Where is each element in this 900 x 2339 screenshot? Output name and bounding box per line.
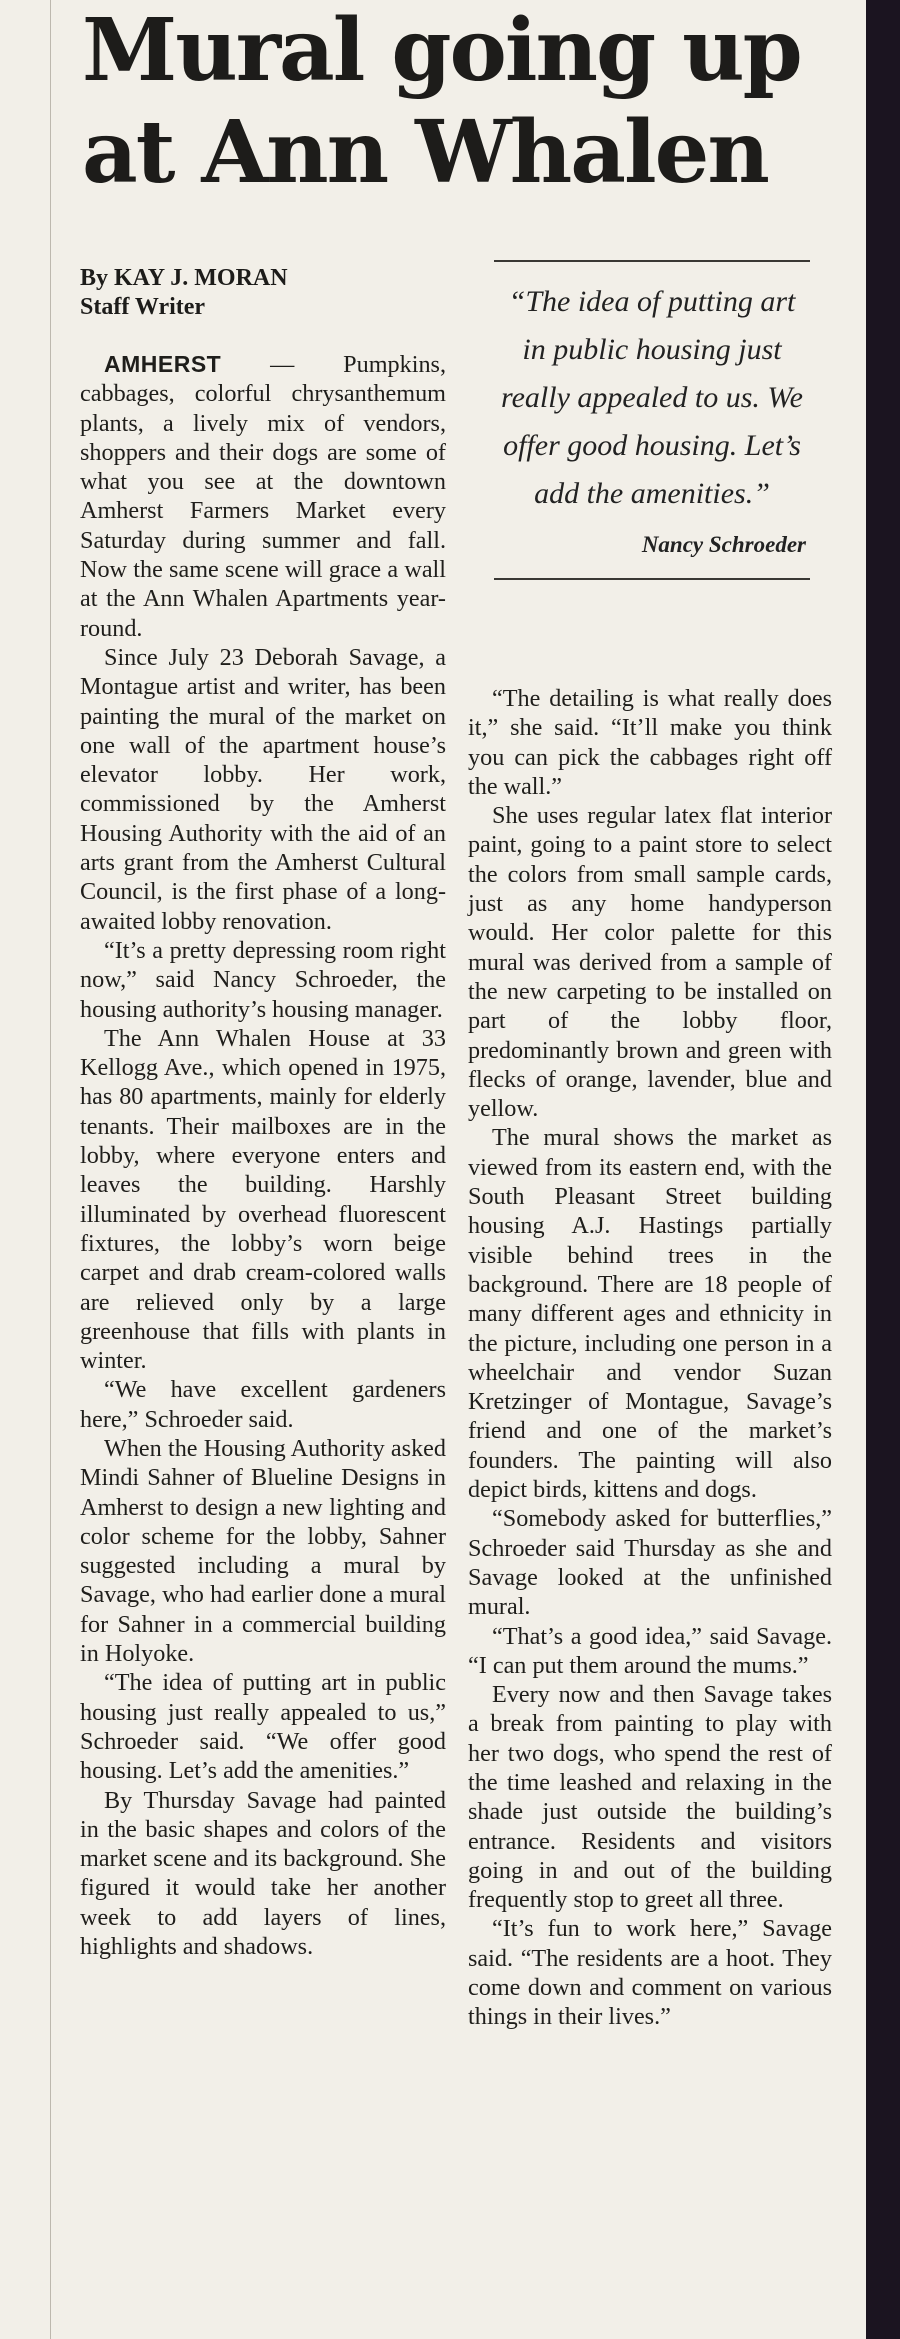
article-column-left: [80, 350, 446, 1961]
byline: [80, 264, 288, 322]
article-paragraph: “Somebody asked for butterflies,” Schroeder said Thursday as she and Savage looked at the unfinished mural.: [468, 1505, 832, 1621]
pull-quote-text: “The idea of putting art in public housing just really appealed to us. We offer good housing. Let’s add the amenities.”: [501, 285, 803, 510]
article-paragraph: The mural shows the market as viewed from its eastern end, with the South Pleasant Street building housing A.J. Hastings partially visible behind trees in the background. There are 18 people of many different ages and ethnicity in the picture, including one person in a wheelchair and vendor Suzan Kretzinger of Montague, Savage’s friend and one of the market’s founders. The painting will also depict birds, kittens and dogs.: [468, 1124, 832, 1504]
headline-line-2: at Ann Whalen: [82, 102, 768, 203]
article-paragraph: “It’s fun to work here,” Savage said. “The residents are a hoot. They come down and comment on various things in their lives.”: [468, 1915, 832, 2031]
paragraph-text: — Pumpkins, cabbages, colorful chrysanthemum plants, a lively mix of vendors, shoppers and their dogs are some of what you see at the downtown Amherst Farmers Market every Saturday during summer and fall. Now the same scene will grace a wall at the Ann Whalen Apartments year-round.: [80, 351, 446, 642]
article-paragraph: The Ann Whalen House at 33 Kellogg Ave., which opened in 1975, has 80 apartments, mainly for elderly tenants. Their mailboxes are in the lobby, where everyone enters and leaves the building. Harshly illuminated by overhead fluorescent fixtures, the lobby’s worn beige carpet and drab cream-colored walls are relieved only by a large greenhouse that fills with plants in winter.: [80, 1024, 446, 1375]
article-paragraph: “It’s a pretty depressing room right now,” said Nancy Schroeder, the housing authority’s housing manager.: [80, 936, 446, 1023]
article-paragraph: “We have excellent gardeners here,” Schroeder said.: [80, 1376, 446, 1433]
article-paragraph: She uses regular latex flat interior paint, going to a paint store to select the colors from small sample cards, just as any home handyperson would. Her color palette for this mural was derived from a sample of the new carpeting to be installed on part of the lobby floor, predominantly brown and green with flecks of orange, lavender, blue and yellow.: [468, 802, 832, 1123]
article-paragraph: [80, 350, 446, 643]
article-paragraph: “The detailing is what really does it,” she said. “It’ll make you think you can pick the cabbages right off the wall.”: [468, 685, 832, 800]
article-paragraph: By Thursday Savage had painted in the basic shapes and colors of the market scene and its background. She figured it would take her another week to add layers of lines, highlights and shadows.: [80, 1786, 446, 1961]
pull-quote-attribution: Nancy Schroeder: [641, 532, 806, 557]
byline-author: By KAY J. MORAN: [80, 265, 288, 291]
pull-quote: [494, 260, 810, 580]
headline: [82, 0, 862, 204]
dateline: AMHERST: [104, 351, 222, 377]
headline-line-1: Mural going up: [82, 0, 801, 101]
article-paragraph: Since July 23 Deborah Savage, a Montague artist and writer, has been painting the mural of the market on one wall of the apartment house’s elevator lobby. Her work, commissioned by the Amherst Housing Authority with the aid of an arts grant from the Amherst Cultural Council, is the first phase of a long-awaited lobby renovation.: [80, 643, 446, 935]
article-paragraph: When the Housing Authority asked Mindi Sahner of Blueline Designs in Amherst to design a new lighting and color scheme for the lobby, Sahner suggested including a mural by Savage, who had earlier done a mural for Sahner in a commercial building in Holyoke.: [80, 1434, 446, 1668]
clipping-edge: [50, 0, 51, 2339]
article-paragraph: Every now and then Savage takes a break from painting to play with her two dogs, who spend the rest of the time leashed and relaxing in the shade just outside the building’s entrance. Residents and visitors going in and out of the building frequently stop to greet all three.: [468, 1681, 832, 1914]
article-column-right: [468, 684, 832, 2032]
byline-role: Staff Writer: [80, 294, 206, 320]
article-paragraph: “That’s a good idea,” said Savage. “I can put them around the mums.”: [468, 1622, 832, 1679]
article-paragraph: “The idea of putting art in public housing just really appealed to us,” Schroeder said. “We offer good housing. Let’s add the amenities.”: [80, 1669, 446, 1785]
